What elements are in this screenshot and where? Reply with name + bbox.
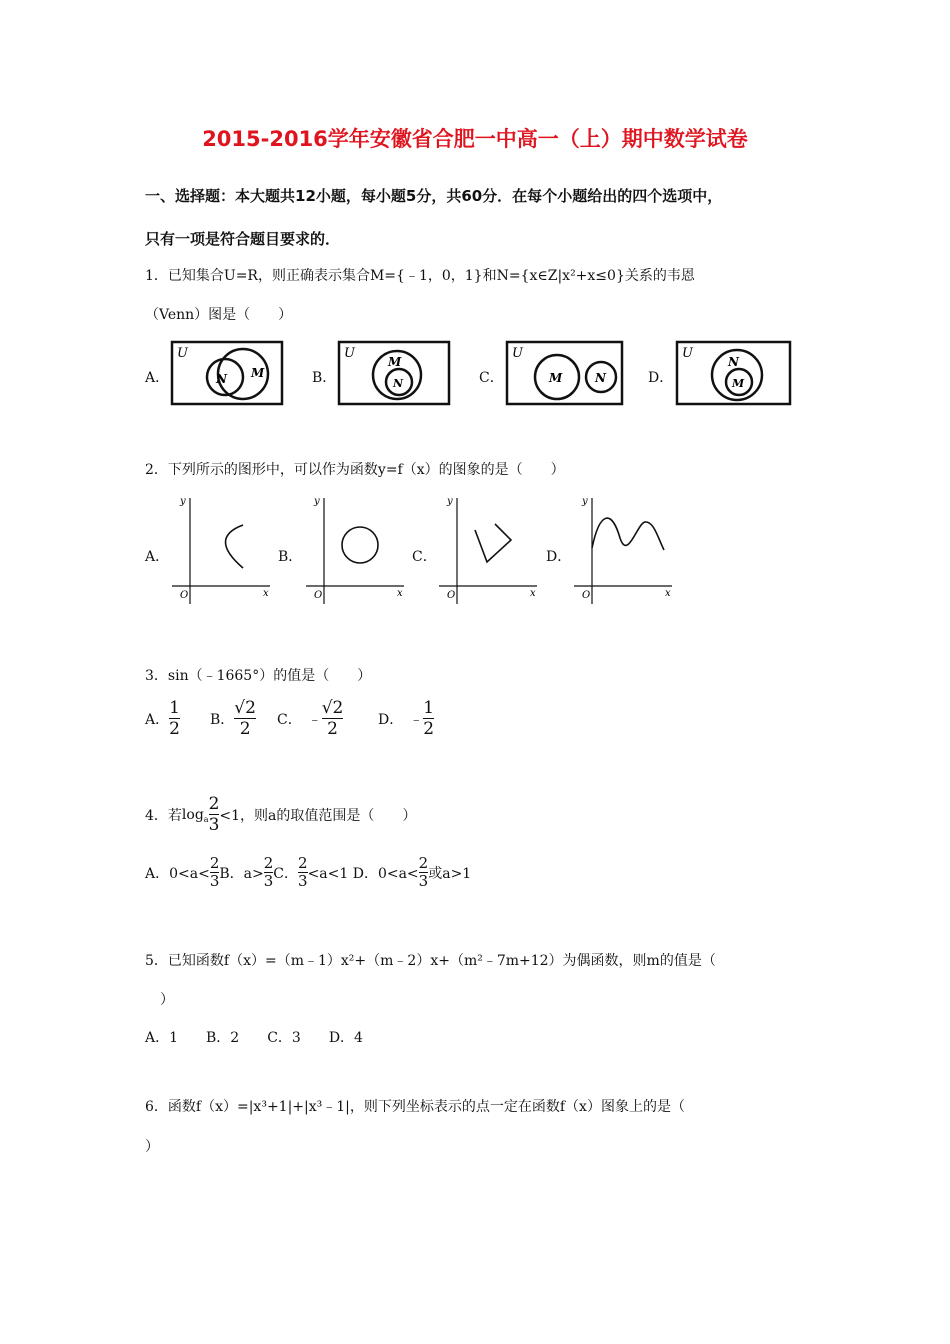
q4-text: 4．若 log $_a$ $\frac{2}{3}$ <1，则a的取值范围是（ ） — [145, 794, 417, 835]
svg-text:x: x — [665, 588, 671, 599]
svg-text:O: O — [180, 590, 189, 601]
svg-text:N: N — [393, 377, 404, 390]
q6-text-line2: ） — [145, 1139, 159, 1155]
q1-option-c-label: C． — [479, 370, 504, 386]
q3-a-fraction: $\frac{1}{2}$ — [169, 698, 180, 739]
q3-d-fraction: $\frac{1}{2}$ — [423, 698, 435, 739]
q1-option-a-label: A． — [145, 370, 170, 386]
q2-text: 2．下列所示的图形中，可以作为函数y=f（x）的图象的是（ ） — [145, 462, 565, 478]
svg-text:O: O — [447, 590, 456, 601]
svg-text:y: y — [314, 496, 320, 507]
svg-text:N: N — [595, 371, 606, 385]
page-title: 2015-2016学年安徽省合肥一中高一（上）期中数学试卷 — [202, 127, 748, 151]
svg-text:M: M — [388, 355, 402, 369]
q3-option-d: D． ﹣ $\frac{1}{2}$ — [378, 698, 435, 739]
svg-text:U: U — [177, 346, 188, 361]
svg-text:x: x — [263, 588, 269, 599]
svg-text:y: y — [447, 496, 453, 507]
q1-option-b-label: B． — [312, 370, 337, 386]
q3-text: 3．sin（﹣1665°）的值是（ ） — [145, 668, 372, 684]
q5-text-line1: 5．已知函数f（x）=（m﹣1）x²+（m﹣2）x+（m²﹣7m+12）为偶函数，则m的值是（ — [145, 953, 716, 969]
section-heading-line1: 一、选择题：本大题共12小题，每小题5分，共60分．在每个小题给出的四个选项中， — [145, 187, 723, 205]
q2-option-a-label: A． — [145, 549, 170, 565]
q6-text-line1: 6．函数f（x）=|x³+1|+|x³﹣1|，则下列坐标表示的点一定在函数f（x）图象上的是（ — [145, 1099, 685, 1115]
svg-text:O: O — [314, 590, 323, 601]
svg-text:U: U — [512, 346, 523, 361]
svg-text:U: U — [682, 346, 693, 361]
q1-option-d-label: D． — [648, 370, 674, 386]
svg-text:M: M — [251, 366, 265, 380]
q4-options: A．0<a< $\frac{2}{3}$ B．a> $\frac{2}{3}$ C． $\frac{2}{3}$ <a<1 D．0<a< $\frac{2}{3}$ 或a>1 — [145, 854, 472, 890]
q1-text-line1: 1．已知集合U=R，则正确表示集合M={﹣1，0，1}和N={x∈Z|x²+x≤0}关系的韦恩 — [145, 268, 695, 284]
q3-c-label: C． — [277, 711, 302, 728]
q1-venn-a — [170, 337, 285, 407]
q1-venn-b — [337, 337, 452, 407]
q3-a-label: A． — [145, 711, 170, 728]
svg-text:M: M — [732, 377, 745, 390]
q2-graph-c — [435, 490, 540, 608]
svg-text:U: U — [344, 346, 355, 361]
q3-b-fraction: $\frac{√2}{2}$ — [234, 698, 256, 739]
q1-text-line2: （Venn）图是（ ） — [145, 307, 293, 323]
svg-text:N: N — [216, 372, 227, 386]
svg-text:y: y — [582, 496, 588, 507]
q1-venn-c — [505, 337, 625, 407]
svg-text:M: M — [549, 371, 563, 385]
q5-text-line2: ） — [160, 992, 174, 1008]
q2-graph-b — [302, 490, 407, 608]
q3-option-b — [210, 698, 256, 739]
svg-text:O: O — [582, 590, 591, 601]
q3-option-c: C． ﹣ $\frac{√2}{2}$ — [277, 698, 344, 739]
q3-d-label: D． — [378, 711, 404, 728]
svg-text:x: x — [530, 588, 536, 599]
svg-text:N: N — [728, 355, 739, 369]
q2-graph-d — [570, 490, 675, 608]
svg-text:x: x — [397, 588, 403, 599]
q3-option-a — [145, 698, 180, 739]
section-heading-line2: 只有一项是符合题目要求的． — [145, 230, 341, 248]
q2-graph-a — [168, 490, 273, 608]
q5-options: A．1 B．2 C．3 D．4 — [145, 1030, 363, 1046]
svg-text:y: y — [180, 496, 186, 507]
q3-c-fraction: $\frac{√2}{2}$ — [321, 698, 344, 739]
q3-b-label: B． — [210, 711, 235, 728]
q2-option-c-label: C． — [412, 549, 437, 565]
q1-venn-d — [675, 337, 793, 407]
q2-option-b-label: B． — [278, 549, 303, 565]
q2-option-d-label: D． — [546, 549, 572, 565]
